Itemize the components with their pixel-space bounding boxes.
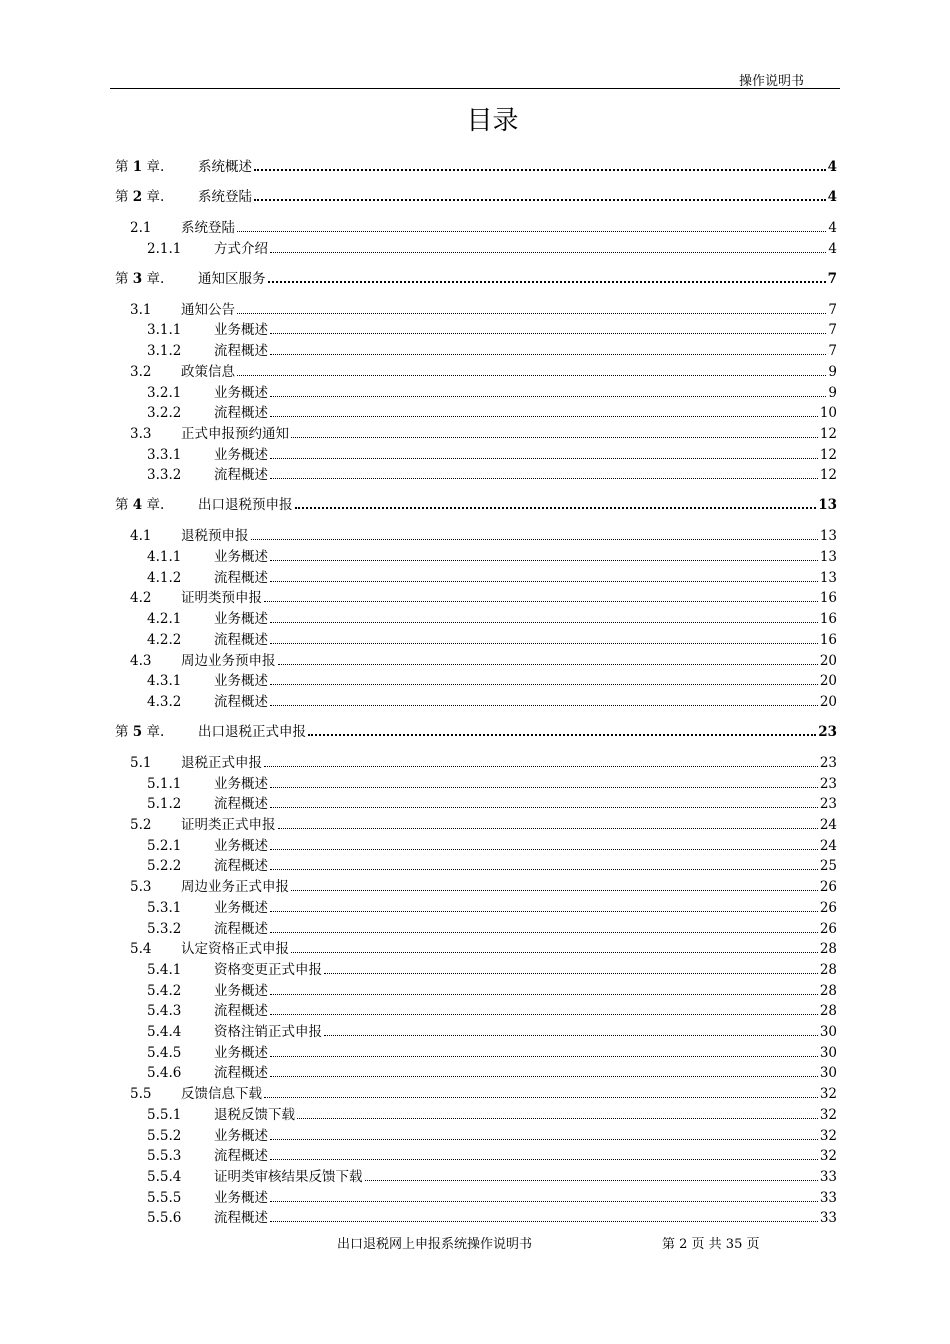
toc-entry-label: 反馈信息下载 bbox=[181, 1086, 262, 1103]
toc-entry-label: 流程概述 bbox=[214, 569, 268, 586]
toc-page-number: 9 bbox=[828, 363, 837, 380]
toc-dot-leader bbox=[270, 1014, 818, 1015]
toc-entry-label: 通知公告 bbox=[181, 301, 235, 318]
toc-entry-number: 5.4.5 bbox=[147, 1044, 182, 1061]
toc-page-number: 13 bbox=[819, 528, 837, 545]
toc-subsection-entry[interactable] bbox=[147, 465, 837, 485]
toc-entry-label: 流程概述 bbox=[214, 1003, 268, 1020]
toc-dot-leader bbox=[270, 622, 818, 623]
toc-dot-leader bbox=[251, 539, 818, 540]
toc-dot-leader bbox=[270, 560, 818, 561]
toc-dot-leader bbox=[270, 849, 818, 850]
toc-entry-label: 周边业务预申报 bbox=[181, 652, 276, 669]
toc-entry-number: 4.2.2 bbox=[147, 631, 182, 648]
toc-entry-label: 系统登陆 bbox=[181, 220, 235, 236]
toc-entry-number: 5.5.1 bbox=[147, 1106, 182, 1123]
toc-entry-label: 系统登陆 bbox=[198, 189, 252, 205]
toc-subsection-entry[interactable] bbox=[147, 547, 837, 567]
toc-chapter-entry[interactable] bbox=[115, 157, 837, 177]
toc-entry-number: 4.2.1 bbox=[147, 611, 182, 628]
toc-subsection-entry[interactable] bbox=[147, 383, 837, 403]
toc-section-entry[interactable] bbox=[130, 424, 837, 444]
toc-page-number: 23 bbox=[819, 754, 837, 771]
page-title: 目录 bbox=[466, 106, 519, 136]
toc-subsection-entry[interactable] bbox=[147, 1146, 837, 1166]
toc-dot-leader bbox=[308, 734, 816, 736]
toc-entry-number: 5.2 bbox=[130, 817, 152, 833]
toc-entry-number: 5.1.2 bbox=[147, 796, 182, 813]
toc-dot-leader bbox=[270, 787, 818, 788]
toc-page-number: 20 bbox=[819, 673, 837, 690]
toc-page-number: 25 bbox=[819, 858, 837, 875]
toc-dot-leader bbox=[254, 169, 826, 171]
toc-page-number: 20 bbox=[819, 693, 837, 710]
toc-dot-leader bbox=[270, 807, 818, 808]
toc-entry-label: 退税正式申报 bbox=[181, 754, 262, 771]
toc-entry-number: 5.5 bbox=[130, 1086, 152, 1103]
toc-dot-leader bbox=[270, 416, 818, 417]
toc-page-number: 16 bbox=[819, 631, 837, 648]
toc-section-entry[interactable] bbox=[130, 300, 837, 320]
toc-dot-leader bbox=[270, 869, 818, 870]
toc-page-number: 30 bbox=[819, 1024, 837, 1040]
toc-page-number: 23 bbox=[818, 723, 837, 740]
toc-entry-number: 4.1.1 bbox=[147, 549, 182, 565]
toc-entry-label: 证明类预申报 bbox=[181, 590, 262, 607]
toc-entry-number: 第 4 章. bbox=[115, 497, 165, 514]
toc-dot-leader bbox=[270, 581, 818, 582]
toc-dot-leader bbox=[270, 458, 818, 459]
toc-entry-label: 资格变更正式申报 bbox=[214, 961, 322, 978]
toc-dot-leader bbox=[270, 705, 818, 706]
toc-subsection-entry[interactable] bbox=[147, 445, 837, 465]
toc-page-number: 33 bbox=[819, 1189, 837, 1206]
toc-page-number: 28 bbox=[819, 982, 837, 999]
toc-page-number: 12 bbox=[819, 446, 837, 463]
toc-entry-label: 流程概述 bbox=[214, 1065, 268, 1082]
toc-entry-number: 5.5.6 bbox=[147, 1210, 182, 1227]
toc-entry-label: 流程概述 bbox=[214, 1210, 268, 1227]
toc-subsection-entry[interactable] bbox=[147, 671, 837, 691]
toc-entry-label: 通知区服务 bbox=[198, 270, 266, 287]
toc-subsection-entry[interactable] bbox=[147, 568, 837, 588]
toc-entry-number: 4.3 bbox=[130, 652, 152, 669]
toc-entry-number: 5.4.6 bbox=[147, 1065, 182, 1082]
toc-subsection-entry[interactable] bbox=[147, 239, 837, 259]
toc-dot-leader bbox=[270, 333, 826, 334]
toc-dot-leader bbox=[295, 507, 817, 509]
toc-subsection-entry[interactable] bbox=[147, 1063, 837, 1083]
toc-entry-number: 5.4 bbox=[130, 941, 152, 958]
toc-page-number: 24 bbox=[819, 817, 837, 833]
toc-subsection-entry[interactable] bbox=[147, 1043, 837, 1063]
toc-chapter-entry[interactable] bbox=[115, 722, 837, 742]
toc-entry-label: 流程概述 bbox=[214, 405, 268, 422]
toc-page-number: 26 bbox=[819, 899, 837, 916]
toc-entry-number: 3.1.1 bbox=[147, 322, 182, 339]
toc-entry-number: 3.1.2 bbox=[147, 343, 182, 360]
toc-dot-leader bbox=[270, 643, 818, 644]
toc-section-entry[interactable] bbox=[130, 362, 837, 382]
toc-entry-number: 5.5.3 bbox=[147, 1148, 182, 1165]
toc-subsection-entry[interactable] bbox=[147, 1126, 837, 1146]
toc-entry-label: 业务概述 bbox=[214, 446, 268, 463]
toc-page-number: 28 bbox=[819, 941, 837, 958]
toc-entry-number: 5.4.4 bbox=[147, 1024, 182, 1040]
toc-subsection-entry[interactable] bbox=[147, 692, 837, 712]
toc-entry-label: 流程概述 bbox=[214, 343, 268, 360]
toc-dot-leader bbox=[270, 1159, 818, 1160]
toc-section-entry[interactable] bbox=[130, 877, 837, 897]
toc-page-number: 26 bbox=[819, 879, 837, 896]
toc-dot-leader bbox=[278, 828, 818, 829]
toc-subsection-entry[interactable] bbox=[147, 630, 837, 650]
toc-page-number: 28 bbox=[819, 961, 837, 978]
toc-entry-label: 周边业务正式申报 bbox=[181, 879, 289, 896]
toc-page-number: 13 bbox=[818, 497, 837, 514]
toc-page-number: 10 bbox=[819, 405, 837, 422]
toc-entry-label: 流程概述 bbox=[214, 467, 268, 484]
toc-dot-leader bbox=[237, 375, 826, 376]
toc-dot-leader bbox=[237, 231, 826, 232]
toc-entry-label: 政策信息 bbox=[181, 363, 235, 380]
toc-entry-label: 业务概述 bbox=[214, 1044, 268, 1061]
toc-page-number: 33 bbox=[819, 1210, 837, 1227]
toc-entry-number: 4.1 bbox=[130, 528, 152, 545]
footer-page-number: 第 2 页 共 35 页 bbox=[662, 1237, 760, 1252]
toc-entry-number: 第 1 章. bbox=[115, 159, 165, 175]
toc-entry-number: 2.1 bbox=[130, 220, 152, 236]
toc-entry-label: 证明类正式申报 bbox=[181, 817, 276, 833]
toc-dot-leader bbox=[365, 1180, 818, 1181]
toc-entry-label: 业务概述 bbox=[214, 899, 268, 916]
toc-entry-number: 5.5.5 bbox=[147, 1189, 182, 1206]
toc-entry-label: 退税预申报 bbox=[181, 528, 249, 545]
toc-dot-leader bbox=[291, 952, 818, 953]
toc-page-number: 16 bbox=[819, 590, 837, 607]
toc-dot-leader bbox=[270, 252, 826, 253]
toc-entry-number: 5.2.2 bbox=[147, 858, 182, 875]
toc-page-number: 26 bbox=[819, 920, 837, 937]
toc-subsection-entry[interactable] bbox=[147, 981, 837, 1001]
toc-page-number: 30 bbox=[819, 1044, 837, 1061]
toc-entry-number: 4.2 bbox=[130, 590, 152, 607]
toc-page-number: 32 bbox=[819, 1148, 837, 1165]
toc-page-number: 28 bbox=[819, 1003, 837, 1020]
toc-entry-number: 3.3.2 bbox=[147, 467, 182, 484]
toc-entry-label: 流程概述 bbox=[214, 920, 268, 937]
toc-page-number: 4 bbox=[827, 189, 837, 205]
toc-entry-label: 流程概述 bbox=[214, 796, 268, 813]
toc-page-number: 9 bbox=[828, 384, 837, 401]
toc-entry-number: 5.2.1 bbox=[147, 837, 182, 854]
toc-entry-number: 第 5 章. bbox=[115, 723, 165, 740]
toc-entry-label: 出口退税预申报 bbox=[198, 497, 293, 514]
toc-subsection-entry[interactable] bbox=[147, 856, 837, 876]
toc-entry-number: 3.3 bbox=[130, 425, 152, 442]
toc-entry-label: 方式介绍 bbox=[214, 240, 268, 257]
toc-entry-label: 业务概述 bbox=[214, 384, 268, 401]
toc-subsection-entry[interactable] bbox=[147, 1001, 837, 1021]
toc-entry-number: 5.1.1 bbox=[147, 775, 182, 792]
toc-page-number: 7 bbox=[828, 322, 837, 339]
toc-section-entry[interactable] bbox=[130, 1084, 837, 1104]
toc-page-number: 32 bbox=[819, 1106, 837, 1123]
toc-entry-label: 退税反馈下载 bbox=[214, 1106, 295, 1123]
running-header: 操作说明书 bbox=[739, 74, 805, 89]
toc-dot-leader bbox=[268, 281, 826, 283]
toc-subsection-entry[interactable] bbox=[147, 960, 837, 980]
toc-page-number: 4 bbox=[827, 159, 837, 175]
toc-subsection-entry[interactable] bbox=[147, 1188, 837, 1208]
toc-subsection-entry[interactable] bbox=[147, 320, 837, 340]
toc-entry-number: 5.4.2 bbox=[147, 982, 182, 999]
toc-entry-label: 流程概述 bbox=[214, 858, 268, 875]
toc-entry-number: 5.3.2 bbox=[147, 920, 182, 937]
toc-dot-leader bbox=[278, 664, 818, 665]
toc-entry-label: 出口退税正式申报 bbox=[198, 723, 306, 740]
toc-entry-number: 4.3.1 bbox=[147, 673, 182, 690]
toc-page-number: 20 bbox=[819, 652, 837, 669]
toc-dot-leader bbox=[264, 1097, 818, 1098]
toc-dot-leader bbox=[291, 437, 818, 438]
toc-entry-label: 业务概述 bbox=[214, 549, 268, 565]
toc-entry-number: 5.3 bbox=[130, 879, 152, 896]
toc-entry-label: 业务概述 bbox=[214, 322, 268, 339]
toc-entry-number: 3.2 bbox=[130, 363, 152, 380]
toc-section-entry[interactable] bbox=[130, 218, 837, 238]
toc-dot-leader bbox=[270, 994, 818, 995]
toc-page-number: 16 bbox=[819, 611, 837, 628]
toc-page-number: 30 bbox=[819, 1065, 837, 1082]
toc-dot-leader bbox=[270, 684, 818, 685]
toc-page-number: 32 bbox=[819, 1127, 837, 1144]
toc-dot-leader bbox=[270, 911, 818, 912]
toc-entry-number: 5.1 bbox=[130, 754, 152, 771]
toc-section-entry[interactable] bbox=[130, 753, 837, 773]
toc-dot-leader bbox=[270, 478, 818, 479]
toc-entry-label: 系统概述 bbox=[198, 159, 252, 175]
toc-entry-number: 3.2.2 bbox=[147, 405, 182, 422]
toc-page-number: 12 bbox=[819, 425, 837, 442]
toc-entry-label: 业务概述 bbox=[214, 837, 268, 854]
toc-page-number: 7 bbox=[828, 301, 837, 318]
toc-page-number: 13 bbox=[819, 549, 837, 565]
toc-subsection-entry[interactable] bbox=[147, 341, 837, 361]
toc-dot-leader bbox=[264, 601, 818, 602]
toc-entry-label: 流程概述 bbox=[214, 693, 268, 710]
toc-dot-leader bbox=[254, 199, 826, 201]
toc-dot-leader bbox=[270, 932, 818, 933]
toc-dot-leader bbox=[324, 1035, 818, 1036]
toc-entry-number: 第 2 章. bbox=[115, 189, 165, 205]
toc-section-entry[interactable] bbox=[130, 815, 837, 835]
toc-subsection-entry[interactable] bbox=[147, 794, 837, 814]
toc-dot-leader bbox=[264, 766, 818, 767]
toc-entry-number: 4.3.2 bbox=[147, 693, 182, 710]
toc-subsection-entry[interactable] bbox=[147, 1208, 837, 1228]
toc-entry-label: 流程概述 bbox=[214, 631, 268, 648]
toc-page-number: 4 bbox=[828, 220, 837, 236]
toc-entry-label: 正式申报预约通知 bbox=[181, 425, 289, 442]
toc-entry-label: 业务概述 bbox=[214, 1189, 268, 1206]
toc-entry-label: 业务概述 bbox=[214, 1127, 268, 1144]
toc-subsection-entry[interactable] bbox=[147, 403, 837, 423]
toc-page-number: 12 bbox=[819, 467, 837, 484]
toc-entry-number: 5.5.4 bbox=[147, 1168, 182, 1185]
toc-dot-leader bbox=[324, 973, 818, 974]
toc-entry-label: 认定资格正式申报 bbox=[181, 941, 289, 958]
toc-chapter-entry[interactable] bbox=[115, 187, 837, 207]
toc-subsection-entry[interactable] bbox=[147, 774, 837, 794]
toc-chapter-entry[interactable] bbox=[115, 269, 837, 289]
toc-subsection-entry[interactable] bbox=[147, 836, 837, 856]
toc-dot-leader bbox=[270, 1056, 818, 1057]
toc-page-number: 13 bbox=[819, 569, 837, 586]
toc-page-number: 4 bbox=[828, 240, 837, 257]
toc-entry-label: 业务概述 bbox=[214, 611, 268, 628]
toc-section-entry[interactable] bbox=[130, 651, 837, 671]
toc-entry-label: 流程概述 bbox=[214, 1148, 268, 1165]
toc-entry-number: 4.1.2 bbox=[147, 569, 182, 586]
toc-dot-leader bbox=[270, 1221, 818, 1222]
toc-entry-label: 证明类审核结果反馈下载 bbox=[214, 1168, 363, 1185]
toc-entry-label: 业务概述 bbox=[214, 673, 268, 690]
toc-section-entry[interactable] bbox=[130, 939, 837, 959]
toc-subsection-entry[interactable] bbox=[147, 1022, 837, 1042]
toc-entry-number: 5.3.1 bbox=[147, 899, 182, 916]
toc-subsection-entry[interactable] bbox=[147, 609, 837, 629]
toc-entry-number: 3.2.1 bbox=[147, 384, 182, 401]
toc-entry-number: 第 3 章. bbox=[115, 270, 165, 287]
toc-entry-number: 5.4.1 bbox=[147, 961, 182, 978]
toc-page-number: 33 bbox=[819, 1168, 837, 1185]
toc-section-entry[interactable] bbox=[130, 526, 837, 546]
toc-entry-number: 2.1.1 bbox=[147, 240, 182, 257]
toc-dot-leader bbox=[270, 1076, 818, 1077]
toc-dot-leader bbox=[297, 1118, 818, 1119]
toc-subsection-entry[interactable] bbox=[147, 1167, 837, 1187]
toc-subsection-entry[interactable] bbox=[147, 919, 837, 939]
toc-chapter-entry[interactable] bbox=[115, 495, 837, 515]
toc-entry-number: 5.4.3 bbox=[147, 1003, 182, 1020]
toc-dot-leader bbox=[270, 1139, 818, 1140]
toc-entry-number: 3.1 bbox=[130, 301, 152, 318]
toc-dot-leader bbox=[270, 354, 826, 355]
toc-entry-label: 业务概述 bbox=[214, 775, 268, 792]
toc-dot-leader bbox=[270, 396, 826, 397]
toc-dot-leader bbox=[270, 1201, 818, 1202]
toc-entry-label: 资格注销正式申报 bbox=[214, 1024, 322, 1040]
toc-entry-label: 业务概述 bbox=[214, 982, 268, 999]
toc-entry-number: 3.3.1 bbox=[147, 446, 182, 463]
toc-page-number: 23 bbox=[819, 796, 837, 813]
toc-dot-leader bbox=[291, 890, 818, 891]
toc-subsection-entry[interactable] bbox=[147, 898, 837, 918]
toc-subsection-entry[interactable] bbox=[147, 1105, 837, 1125]
toc-page-number: 24 bbox=[819, 837, 837, 854]
header-rule bbox=[110, 88, 840, 89]
toc-page-number: 32 bbox=[819, 1086, 837, 1103]
footer-doc-title: 出口退税网上申报系统操作说明书 bbox=[337, 1237, 533, 1252]
toc-section-entry[interactable] bbox=[130, 588, 837, 608]
toc-page-number: 23 bbox=[819, 775, 837, 792]
toc-page-number: 7 bbox=[827, 270, 837, 287]
toc-page-number: 7 bbox=[828, 343, 837, 360]
toc-dot-leader bbox=[237, 313, 826, 314]
toc-entry-number: 5.5.2 bbox=[147, 1127, 182, 1144]
